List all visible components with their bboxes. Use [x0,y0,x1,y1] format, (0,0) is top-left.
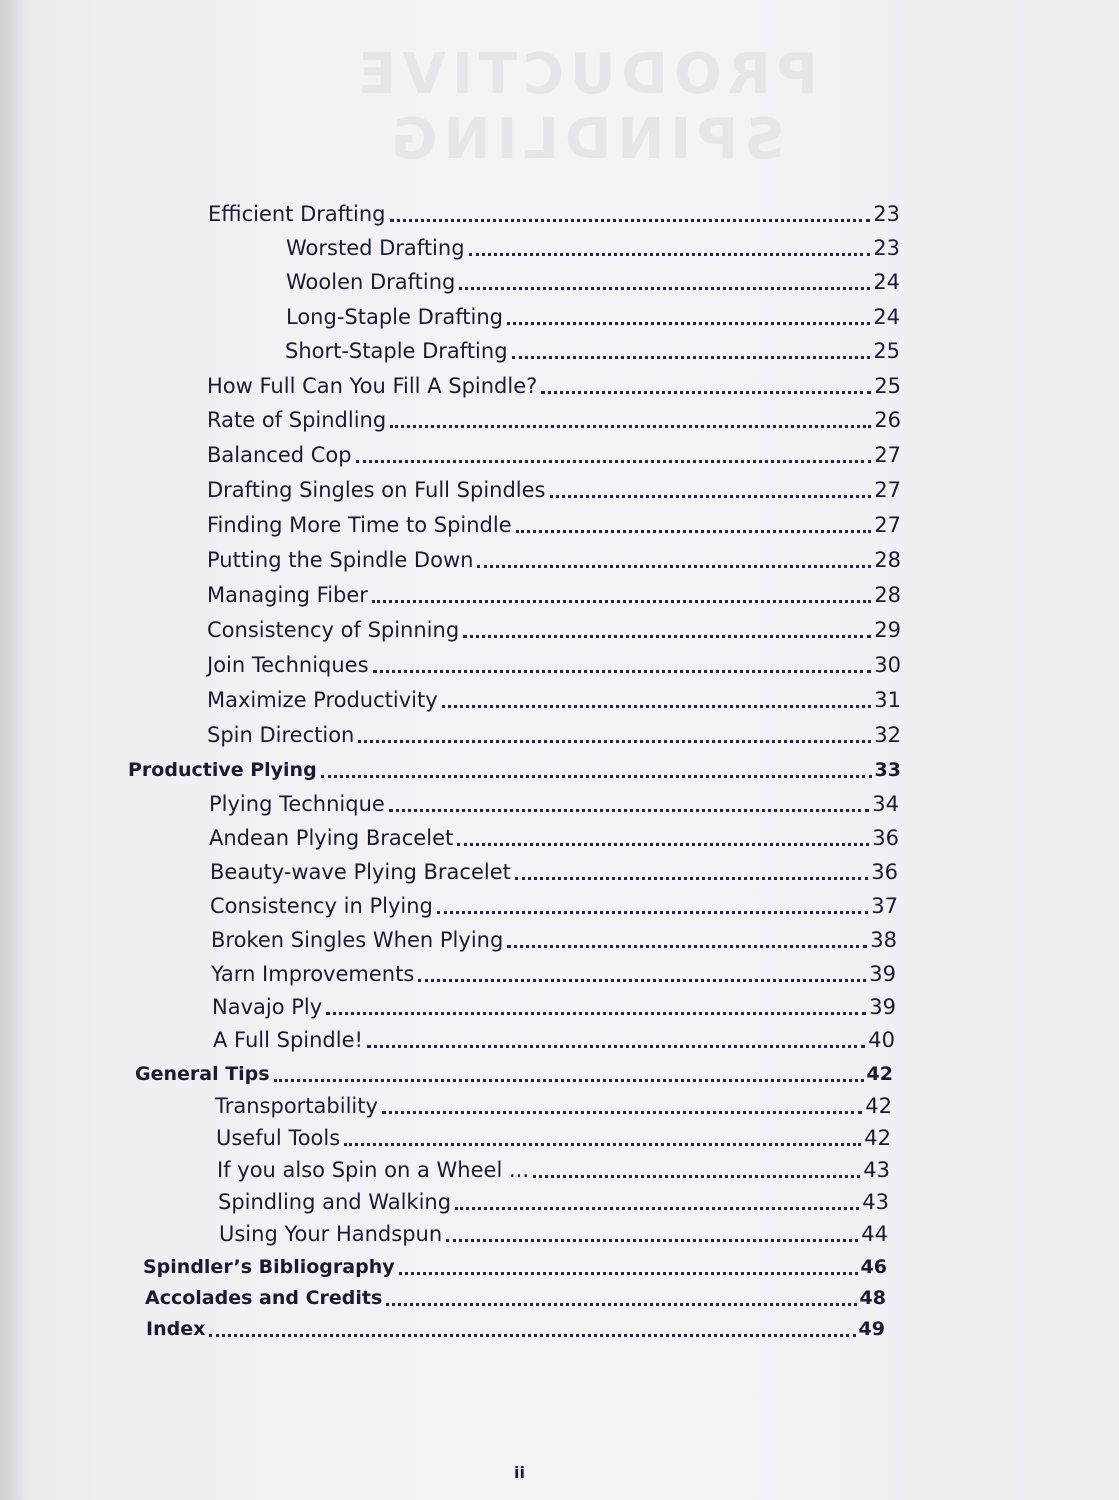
toc-entry-page: 23 [873,236,900,260]
page-number: ii [514,1463,525,1482]
dot-leader [367,1045,865,1048]
toc-entry-page: 34 [872,792,899,816]
toc-entry[interactable] [207,578,901,608]
toc-entry[interactable] [286,300,900,330]
toc-entry-page: 42 [864,1126,891,1150]
toc-entry-page: 27 [874,478,901,502]
dot-leader [418,979,866,982]
toc-section-label: Spindler’s Bibliography [143,1256,395,1278]
toc-entry-label: Consistency of Spinning [207,618,460,642]
toc-entry-label: Short-Staple Drafting [285,339,508,363]
toc-entry[interactable] [209,787,899,817]
toc-entry[interactable] [217,1153,890,1183]
toc-entry[interactable] [285,334,900,364]
toc-entry-label: Beauty-wave Plying Bracelet [210,860,511,884]
dot-leader [459,287,870,290]
toc-entry-page: 28 [874,583,901,607]
dot-leader [372,600,871,603]
toc-section[interactable] [145,1281,886,1311]
toc-entry[interactable] [286,231,900,261]
dot-leader [390,425,871,428]
toc-entry-page: 26 [874,408,901,432]
toc-entry-label: Broken Singles When Plying [211,928,504,952]
toc-section[interactable] [135,1057,893,1087]
toc-entry-page: 27 [874,443,901,467]
toc-section-page: 42 [866,1063,893,1085]
toc-entry-page: 42 [865,1094,892,1118]
toc-entry-label: Andean Plying Bracelet [209,826,454,850]
toc-entry[interactable] [207,403,901,433]
toc-entry[interactable] [219,1217,888,1247]
toc-entry-label: Woolen Drafting [286,270,456,294]
toc-entry-label: If you also Spin on a Wheel ... [217,1158,529,1182]
toc-entry[interactable] [207,718,901,748]
toc-entry-label: How Full Can You Fill A Spindle? [207,374,538,398]
dot-leader [533,1175,860,1178]
dot-leader [437,911,868,914]
toc-entry-label: Spindling and Walking [218,1190,452,1214]
dot-leader [477,565,871,568]
toc-entry[interactable] [207,369,901,399]
toc-entry-label: Efficient Drafting [208,202,386,226]
toc-entry-page: 30 [874,653,901,677]
toc-section[interactable] [128,753,901,783]
toc-entry-page: 24 [873,305,900,329]
toc-entry[interactable] [207,438,901,468]
toc-entry[interactable] [207,473,901,503]
toc-section-page: 49 [858,1318,885,1340]
toc-entry-label: Long-Staple Drafting [286,305,503,329]
toc-entry[interactable] [211,923,897,953]
toc-entry-label: Finding More Time to Spindle [207,513,512,537]
toc-entry-label: Rate of Spindling [207,408,387,432]
toc-entry[interactable] [210,855,898,885]
toc-entry[interactable] [207,683,901,713]
dot-leader [382,1111,862,1114]
dot-leader [209,1334,855,1337]
toc-entry-page: 32 [874,723,901,747]
toc-entry-label: Yarn Improvements [211,962,415,986]
toc-entry-label: Balanced Cop [207,443,352,467]
dot-leader [373,670,872,673]
dot-leader [446,1239,858,1242]
toc-entry-label: Join Techniques [207,653,369,677]
toc-entry-label: Drafting Singles on Full Spindles [207,478,546,502]
toc-entry[interactable] [213,1023,895,1053]
dot-leader [512,356,871,359]
toc-entry-page: 36 [872,826,899,850]
toc-entry-page: 39 [869,962,896,986]
toc-entry[interactable] [211,957,896,987]
dot-leader [507,322,870,325]
toc-entry-page: 25 [874,374,901,398]
toc-entry-page: 37 [871,894,898,918]
toc-entry[interactable] [208,197,900,227]
toc-entry-page: 39 [869,995,896,1019]
toc-entry[interactable] [212,990,896,1020]
toc-entry-page: 23 [873,202,900,226]
toc-entry[interactable] [207,508,901,538]
dot-leader [389,809,869,812]
toc-section-label: Index [146,1318,206,1340]
toc-entry[interactable] [218,1185,889,1215]
toc-section-page: 48 [859,1287,886,1309]
bleed-through-title: PRODUCTIVE SPINDLING [352,42,818,172]
toc-entry[interactable] [286,265,900,295]
toc-entry-label: Spin Direction [207,723,355,747]
toc-section[interactable] [143,1250,887,1280]
toc-section-label: General Tips [135,1063,270,1085]
toc-entry[interactable] [207,648,901,678]
toc-section-page: 46 [860,1256,887,1278]
toc-entry[interactable] [207,543,901,573]
toc-entry-label: Using Your Handspun [219,1222,443,1246]
toc-entry-label: Navajo Ply [212,995,323,1019]
dot-leader [326,1012,866,1015]
toc-section[interactable] [146,1312,885,1342]
toc-entry-label: Putting the Spindle Down [207,548,474,572]
dot-leader [457,843,869,846]
toc-entry-label: Useful Tools [216,1126,341,1150]
toc-section-label: Accolades and Credits [145,1287,383,1309]
toc-entry-page: 43 [862,1190,889,1214]
toc-entry[interactable] [216,1121,891,1151]
toc-entry-page: 25 [873,339,900,363]
dot-leader [442,705,872,708]
toc-entry-label: Plying Technique [209,792,385,816]
toc-entry-label: A Full Spindle! [213,1028,363,1052]
dot-leader [455,1207,859,1210]
dot-leader [541,391,871,394]
toc-entry-page: 38 [870,928,897,952]
dot-leader [469,253,871,256]
toc-entry[interactable] [209,821,899,851]
toc-entry-page: 43 [863,1158,890,1182]
dot-leader [515,877,868,880]
dot-leader [390,219,871,222]
dot-leader [344,1143,861,1146]
dot-leader [516,530,872,533]
dot-leader [463,635,871,638]
toc-entry-label: Maximize Productivity [207,688,438,712]
toc-entry-page: 31 [874,688,901,712]
dot-leader [386,1303,856,1306]
toc-entry-page: 28 [874,548,901,572]
dot-leader [274,1079,864,1082]
dot-leader [550,495,872,498]
dot-leader [399,1272,858,1275]
toc-entry[interactable] [207,613,901,643]
dot-leader [321,775,872,778]
toc-entry-page: 40 [868,1028,895,1052]
toc-entry-label: Consistency in Plying [210,894,433,918]
toc-entry-label: Worsted Drafting [286,236,465,260]
toc-section-label: Productive Plying [128,759,317,781]
page-edge [0,0,22,1500]
toc-entry-page: 44 [861,1222,888,1246]
toc-entry-label: Managing Fiber [207,583,368,607]
toc-entry-page: 36 [871,860,898,884]
toc-entry[interactable] [215,1089,892,1119]
toc-entry[interactable] [210,889,898,919]
toc-entry-label: Transportability [215,1094,378,1118]
toc-entry-page: 29 [874,618,901,642]
dot-leader [507,945,867,948]
dot-leader [356,460,872,463]
toc-entry-page: 27 [874,513,901,537]
toc-section-page: 33 [874,759,901,781]
toc-entry-page: 24 [873,270,900,294]
dot-leader [358,740,871,743]
